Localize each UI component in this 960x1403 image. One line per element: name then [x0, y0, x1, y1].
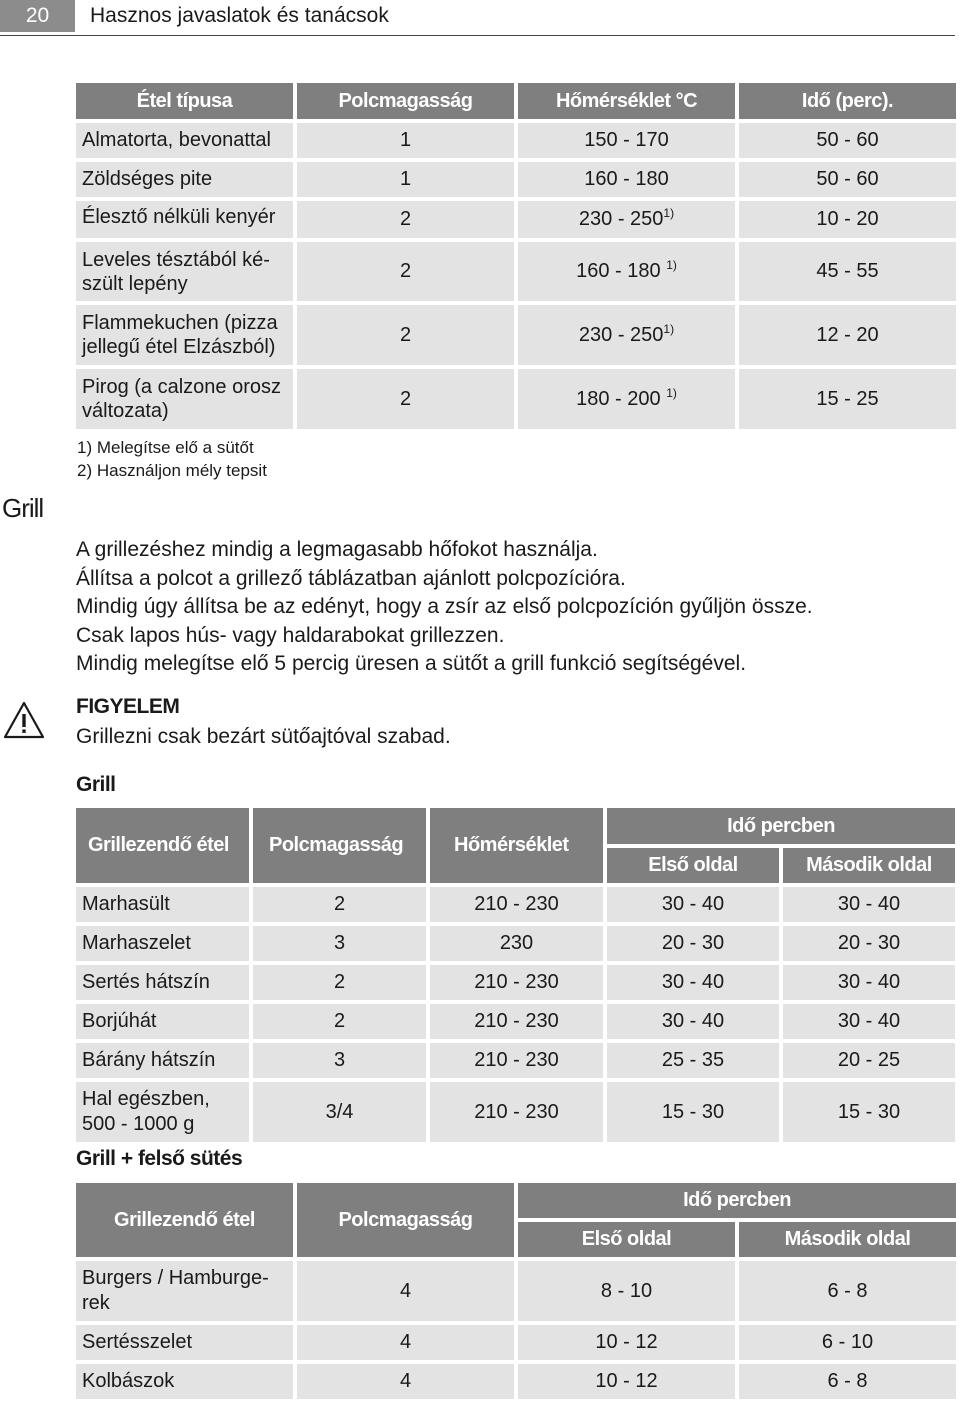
- temp-value: 230 - 250: [578, 208, 664, 230]
- grill-top-section-title: Grill + felső sütés: [76, 1147, 243, 1170]
- header-first-side: Első oldal: [607, 848, 779, 883]
- page-title: Hasznos javaslatok és tanácsok: [90, 4, 389, 27]
- table-row: [76, 1325, 956, 1360]
- first-side-cell: 30 - 40: [607, 887, 779, 922]
- header-second-side: Második oldal: [783, 848, 955, 883]
- second-side-cell: 6 - 8: [739, 1364, 956, 1399]
- footnote-1: 1) Melegítse elő a sütőt: [77, 438, 254, 457]
- temp-cell: 210 - 230: [430, 1082, 603, 1142]
- food-cell: Flammekuchen (pizza jellegű étel Elzászból): [76, 305, 293, 365]
- time-cell: 10 - 20: [739, 201, 956, 238]
- shelf-cell: 4: [297, 1325, 514, 1360]
- first-side-cell: 30 - 40: [607, 1004, 779, 1039]
- table-row: [76, 1364, 956, 1399]
- temp-cell: [518, 162, 735, 197]
- table-row: [76, 305, 956, 365]
- food-cell: Pirog (a calzone orosz változata): [76, 369, 293, 429]
- first-side-cell: 10 - 12: [518, 1364, 735, 1399]
- first-side-cell: 20 - 30: [607, 926, 779, 961]
- temp-cell: [518, 123, 735, 158]
- first-side-cell: 8 - 10: [518, 1261, 735, 1321]
- header-divider: [0, 35, 955, 36]
- first-side-cell: 30 - 40: [607, 965, 779, 1000]
- instruction-line: Mindig úgy állítsa be az edényt, hogy a zsír az első polcpozíción gyűljön össze.: [76, 595, 813, 618]
- time-cell: 12 - 20: [739, 305, 956, 365]
- second-side-cell: 6 - 8: [739, 1261, 956, 1321]
- food-cell: Sertés hátszín: [76, 965, 249, 1000]
- table-row: [76, 201, 956, 238]
- temp-cell: [518, 242, 735, 301]
- warning-text: Grillezni csak bezárt sütőajtóval szabad.: [76, 725, 451, 748]
- second-side-cell: 30 - 40: [783, 965, 955, 1000]
- instruction-line: Csak lapos hús- vagy haldarabokat grillezzen.: [76, 623, 505, 647]
- footnote-ref: 1): [663, 206, 675, 220]
- temp-cell: 230: [430, 926, 603, 961]
- grill-instructions: [76, 536, 956, 679]
- page-number: 20: [0, 0, 75, 32]
- header-time-group: Idő percben: [607, 808, 955, 844]
- header-grill-food: Grillezendő étel: [76, 1183, 293, 1257]
- food-cell: Kolbászok: [76, 1364, 293, 1399]
- temp-cell: 210 - 230: [430, 965, 603, 1000]
- table-row: [76, 123, 956, 158]
- second-side-cell: 15 - 30: [783, 1082, 955, 1142]
- header-first-side: Első oldal: [518, 1222, 735, 1257]
- footnote-2: 2) Használjon mély tepsit: [77, 461, 267, 480]
- temp-cell: 210 - 230: [430, 1043, 603, 1078]
- header-time-group: Idő percben: [518, 1183, 956, 1218]
- table-row: [76, 369, 956, 429]
- header-shelf: Polcmagasság: [297, 83, 514, 119]
- shelf-cell: 2: [253, 1004, 426, 1039]
- table-row: [76, 887, 955, 922]
- temp-value: 180 - 200: [576, 387, 667, 410]
- second-side-cell: 6 - 10: [739, 1325, 956, 1360]
- food-cell: Burgers / Hamburge- rek: [76, 1261, 293, 1321]
- instruction-line: Mindig melegítse elő 5 percig üresen a sütőt a grill funkció segítségével.: [76, 652, 747, 675]
- grill-table: [72, 804, 959, 1146]
- table-row: [76, 1082, 955, 1142]
- shelf-cell: 1: [297, 123, 514, 158]
- shelf-cell: 4: [297, 1261, 514, 1321]
- header-temperature: Hőmérséklet °C: [518, 83, 735, 119]
- shelf-cell: 4: [297, 1364, 514, 1399]
- header-food-type: Étel típusa: [76, 83, 293, 119]
- shelf-cell: 2: [253, 887, 426, 922]
- food-cell: Bárány hátszín: [76, 1043, 249, 1078]
- footnote-ref: 1): [666, 258, 677, 272]
- grill-top-table: [72, 1179, 960, 1403]
- temp-value: 230 - 250: [578, 323, 664, 346]
- food-cell: Zöldséges pite: [76, 162, 293, 197]
- first-side-cell: 25 - 35: [607, 1043, 779, 1078]
- food-cell: Sertésszelet: [76, 1325, 293, 1360]
- footnote-ref: 1): [666, 385, 677, 400]
- first-side-cell: 10 - 12: [518, 1325, 735, 1360]
- temp-cell: [518, 369, 735, 429]
- temp-value: 160 - 180: [576, 260, 667, 282]
- time-cell: 50 - 60: [739, 162, 956, 197]
- section-side-label: Grill: [2, 493, 44, 523]
- header-temperature: Hőmérséklet: [430, 808, 603, 883]
- food-cell: Élesztő nélküli kenyér: [76, 201, 293, 238]
- table-row: [76, 1004, 955, 1039]
- shelf-cell: 2: [297, 201, 514, 238]
- footnote-ref: 1): [663, 321, 675, 336]
- table-header-row: [76, 808, 955, 844]
- food-cell: Borjúhát: [76, 1004, 249, 1039]
- first-side-cell: 15 - 30: [607, 1082, 779, 1142]
- shelf-cell: 2: [253, 965, 426, 1000]
- warning-title: FIGYELEM: [76, 695, 180, 718]
- table-row: [76, 965, 955, 1000]
- header-grill-food: Grillezendő étel: [76, 808, 249, 883]
- food-cell: Hal egészben, 500 - 1000 g: [76, 1082, 249, 1142]
- header-time: Idő (perc).: [739, 83, 956, 119]
- table-row: [76, 1043, 955, 1078]
- food-cell: Marhasült: [76, 887, 249, 922]
- second-side-cell: 30 - 40: [783, 1004, 955, 1039]
- shelf-cell: 3: [253, 1043, 426, 1078]
- table-row: [76, 926, 955, 961]
- second-side-cell: 20 - 25: [783, 1043, 955, 1078]
- shelf-cell: 3: [253, 926, 426, 961]
- grill-section-title: Grill: [76, 773, 116, 796]
- food-cell: Marhaszelet: [76, 926, 249, 961]
- table-header-row: [76, 1183, 956, 1218]
- temp-value: 150 - 170: [584, 129, 669, 151]
- header-shelf: Polcmagasság: [297, 1183, 514, 1257]
- time-cell: 45 - 55: [739, 242, 956, 301]
- temp-cell: [518, 305, 735, 365]
- header-shelf: Polcmagasság: [253, 808, 426, 883]
- instruction-line: A grillezéshez mindig a legmagasabb hőfokot használja.: [76, 538, 598, 561]
- warning-triangle-icon: [3, 700, 45, 740]
- shelf-cell: 2: [297, 369, 514, 429]
- temp-cell: 210 - 230: [430, 887, 603, 922]
- header-second-side: Második oldal: [739, 1222, 956, 1257]
- time-cell: 50 - 60: [739, 123, 956, 158]
- shelf-cell: 3/4: [253, 1082, 426, 1142]
- shelf-cell: 2: [297, 242, 514, 301]
- table-header-row: [76, 83, 956, 119]
- instruction-line: Állítsa a polcot a grillező táblázatban ajánlott polcpozícióra.: [76, 566, 626, 590]
- baking-table: [72, 79, 960, 433]
- second-side-cell: 20 - 30: [783, 926, 955, 961]
- food-cell: Leveles tésztából ké- szült lepény: [76, 242, 293, 301]
- table-row: [76, 242, 956, 301]
- shelf-cell: 1: [297, 162, 514, 197]
- food-cell: Almatorta, bevonattal: [76, 123, 293, 158]
- temp-value: 160 - 180: [584, 168, 669, 190]
- table-row: [76, 162, 956, 197]
- shelf-cell: 2: [297, 305, 514, 365]
- temp-cell: 210 - 230: [430, 1004, 603, 1039]
- time-cell: 15 - 25: [739, 369, 956, 429]
- temp-cell: [518, 201, 735, 238]
- table-row: [76, 1261, 956, 1321]
- second-side-cell: 30 - 40: [783, 887, 955, 922]
- footnotes: [77, 436, 267, 482]
